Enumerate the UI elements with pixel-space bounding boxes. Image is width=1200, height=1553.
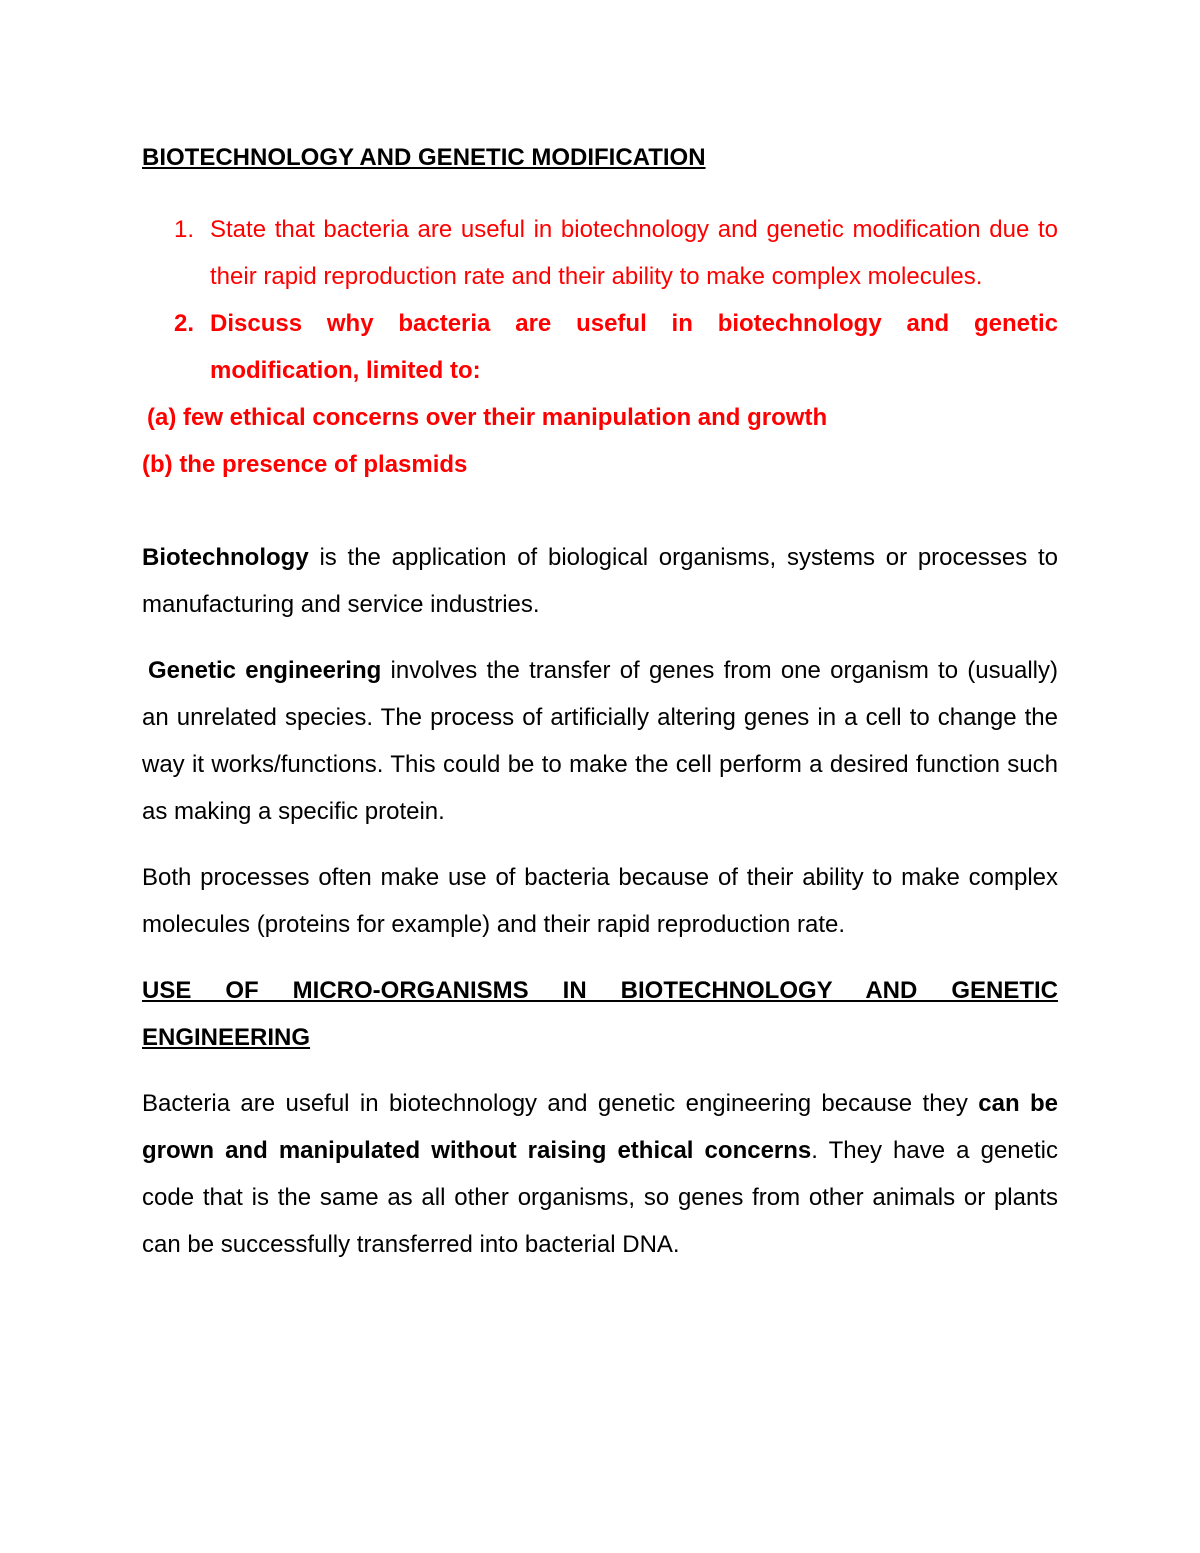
bacteria-text-before: Bacteria are useful in biotechnology and genetic engineering because they [142, 1090, 979, 1117]
genetic-engineering-term: Genetic engineering [148, 657, 382, 684]
sub-item-b: (b) the presence of plasmids [142, 451, 468, 478]
document-page [142, 138, 1058, 1268]
objective-1 [142, 206, 1058, 300]
section-heading: USE OF MICRO-ORGANISMS IN BIOTECHNOLOGY AND GENETIC ENGINEERING [142, 977, 1058, 1051]
objective-2 [142, 300, 1058, 394]
sub-item-a: (a) few ethical concerns over their manipulation and growth [147, 404, 828, 431]
objectives-list [142, 206, 1058, 394]
genetic-engineering-definition [142, 647, 1058, 835]
objective-2-number: 2. [174, 310, 195, 337]
biotechnology-definition [142, 534, 1058, 628]
objective-1-text: State that bacteria are useful in biotechnology and genetic modification due to their rapid reproduction rate and their ability to make complex molecules. [210, 216, 1058, 290]
biotechnology-text: is the application of biological organisms, systems or processes to manufacturing and service industries. [142, 544, 1058, 618]
document-title: BIOTECHNOLOGY AND GENETIC MODIFICATION [142, 144, 706, 171]
bacteria-paragraph [142, 1080, 1058, 1268]
objective-1-number: 1. [174, 216, 195, 243]
bacteria-text-bold: can be grown and manipulated without raising ethical concerns [142, 1090, 1059, 1164]
objective-2-text: Discuss why bacteria are useful in biotechnology and genetic modification, limited to: [210, 310, 1058, 384]
biotechnology-term: Biotechnology [142, 544, 309, 571]
both-processes-paragraph: Both processes often make use of bacteria because of their ability to make complex molecules (proteins for example) and their rapid reproduction rate. [142, 864, 1058, 938]
genetic-engineering-text: involves the transfer of genes from one organism to (usually) an unrelated species. The process of artificially altering genes in a cell to change the way it works/functions. This could be to make the cell perform a desired function such as making a specific protein. [142, 657, 1058, 825]
bacteria-text-after: . They have a genetic code that is the same as all other organisms, so genes from other animals or plants can be successfully transferred into bacterial DNA. [142, 1137, 1059, 1258]
